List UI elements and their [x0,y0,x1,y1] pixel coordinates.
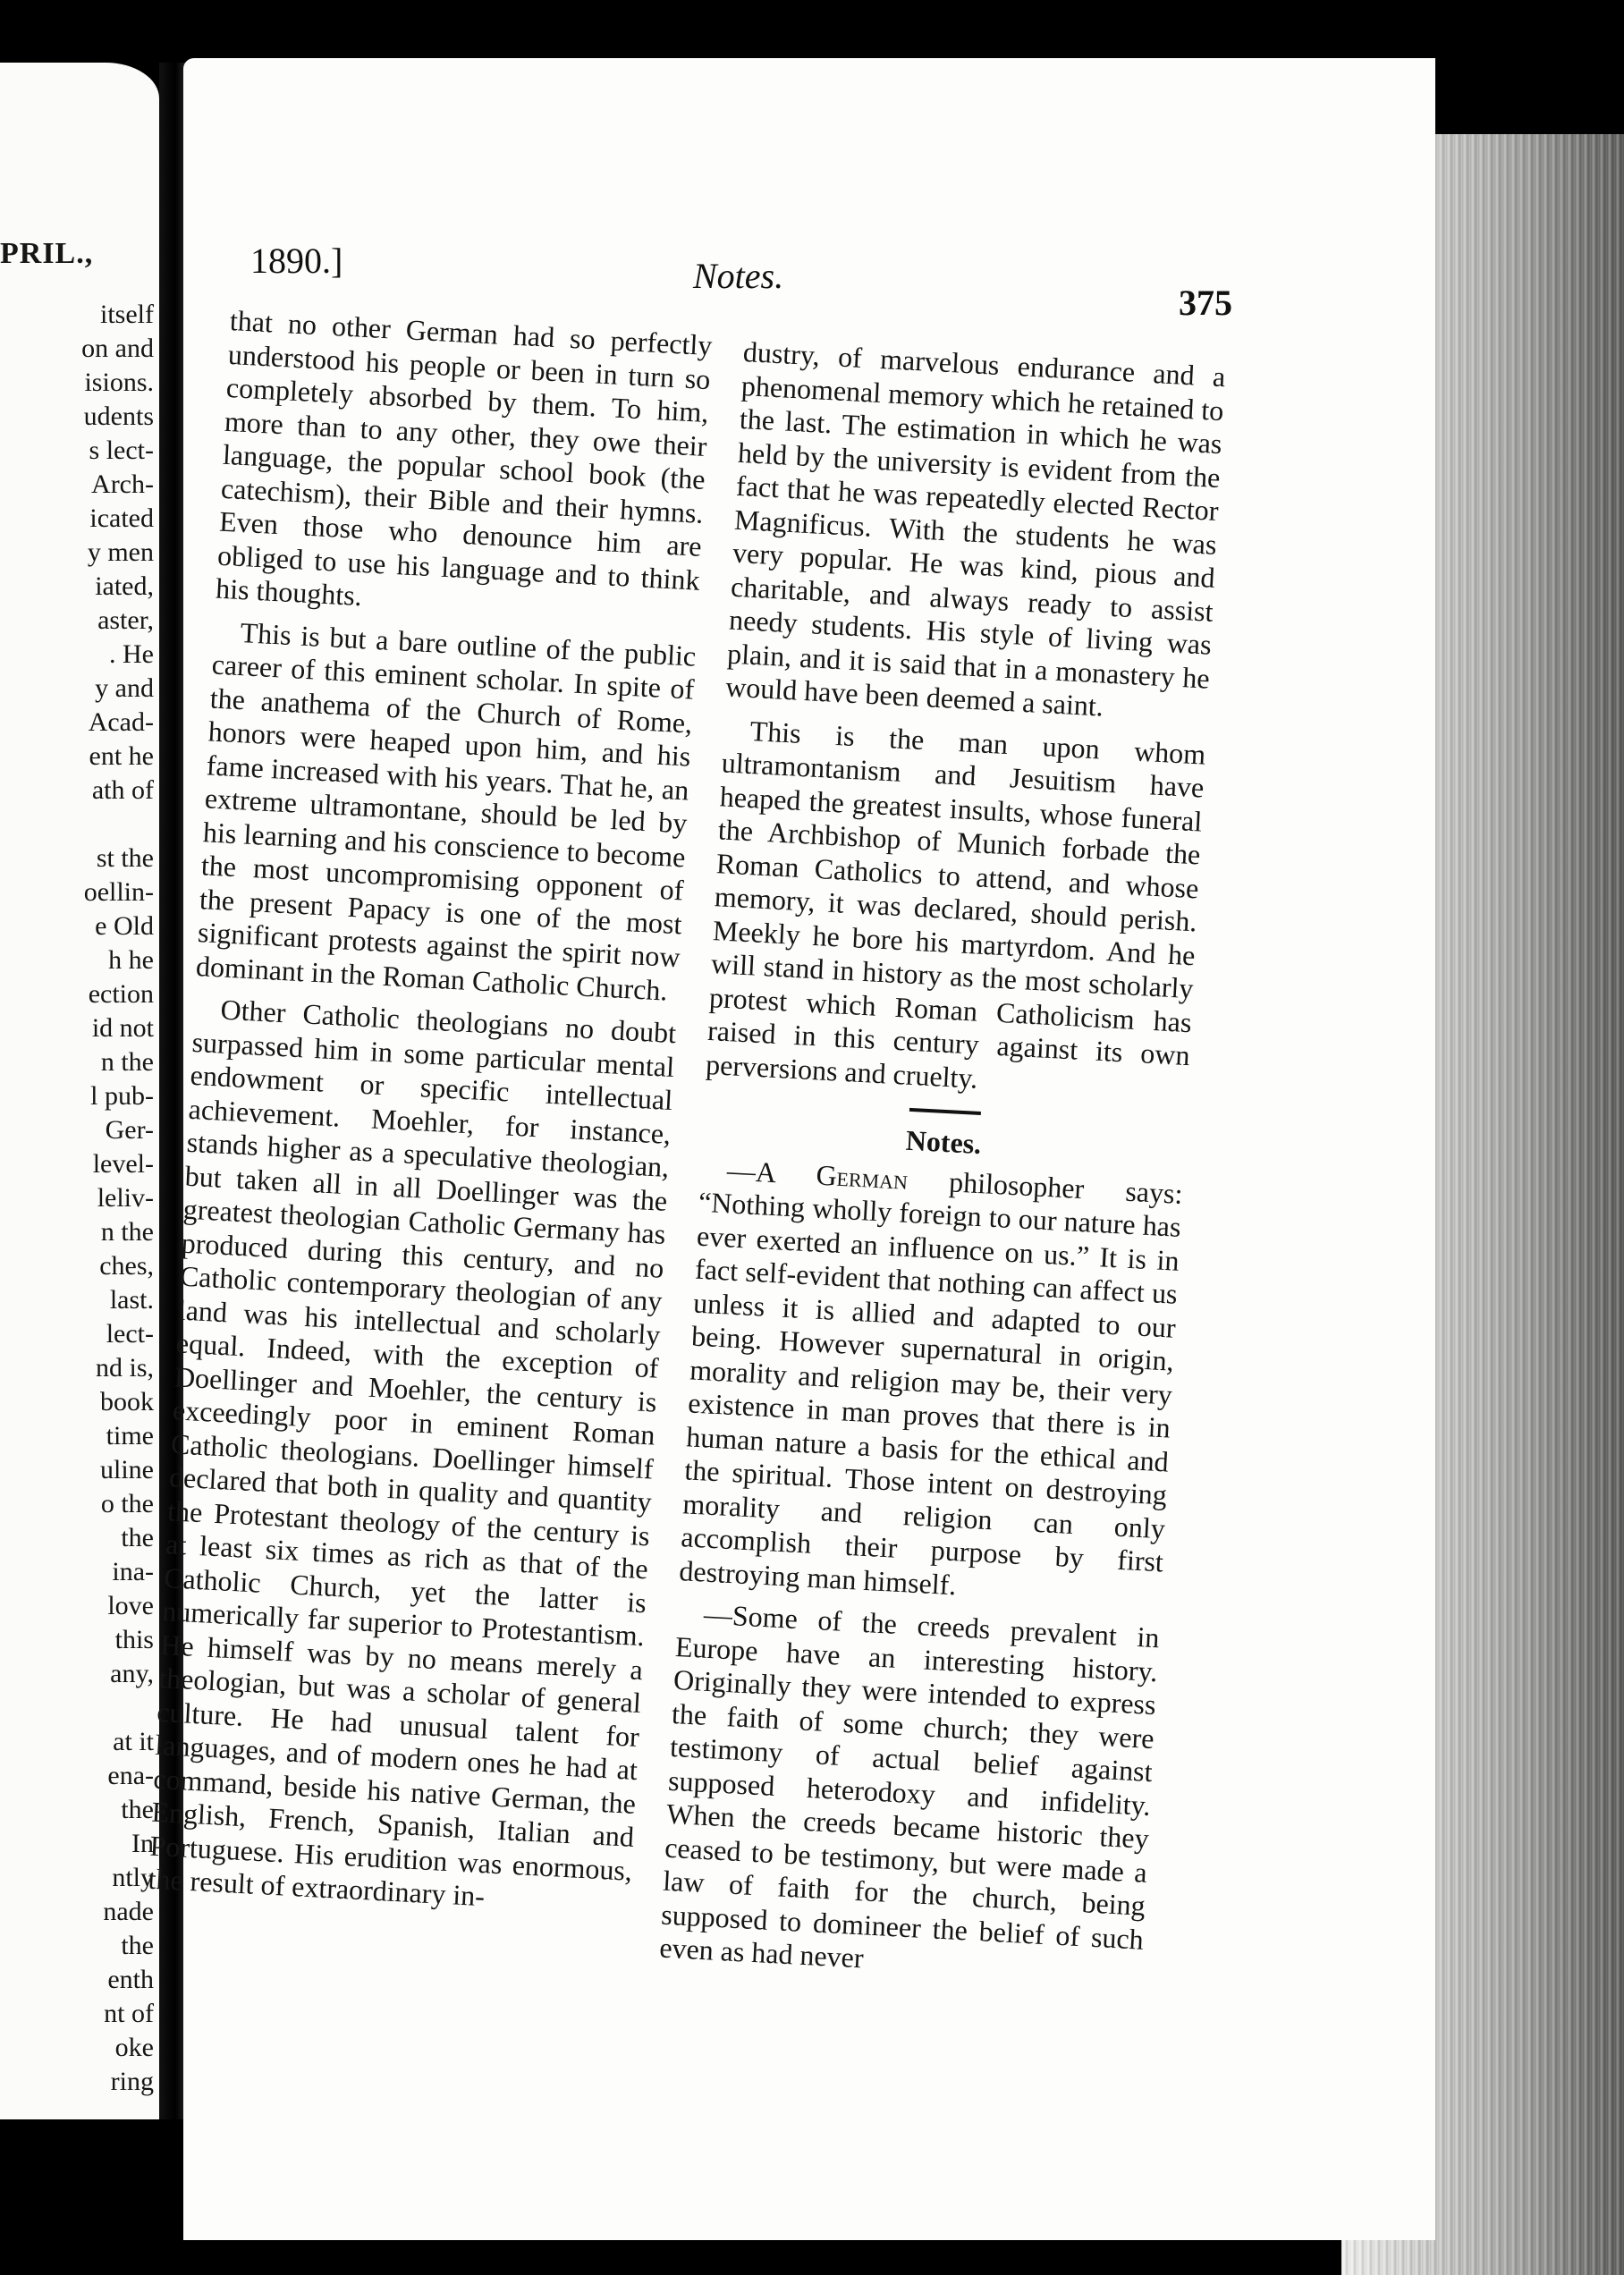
facing-page-fragment: the [121,1523,154,1552]
facing-page-fragment: level- [92,1149,154,1179]
facing-page-fragment: at it [113,1727,154,1756]
facing-page-fragment: uline [100,1455,154,1484]
facing-page-fragment: itself [100,300,154,329]
running-head-year: 1890.] [250,241,343,281]
facing-page-fragment: lect- [106,1319,154,1349]
facing-page-fragment: e Old [95,911,154,941]
text-column-right [658,335,1226,1999]
facing-page-fragment: nade [103,1897,154,1926]
facing-page-fragment: iated, [95,571,154,601]
note-text: philosopher says: “Nothing wholly foreign to our nature has ever exerted an influence on us.” It is in fact self-evident that nothing can affect us unless it is allied and adapted to our being. However supernatural in origin, morality and religion may be, their very existence in man proves that there is in human nature a basis for the ethical and the spiritual. Those intent on destroying morality and religion can only accomplish their purpose by first destroying man himself. [678,1163,1184,1601]
facing-page-fragment: l pub- [90,1081,154,1111]
facing-page-fragment: ection [88,979,154,1009]
facing-page-fragment: ath of [91,775,154,805]
facing-page-fragment: last. [109,1285,154,1315]
facing-page-fragment: o the [100,1489,154,1518]
facing-page-fragment: this [114,1625,154,1654]
facing-page-fragment: ent he [89,741,154,771]
note-paragraph: —Some of the creeds prevalent in Europe have an interesting history. Originally they were intended to express the faith of some church; they were testimony of actual belief against supposed heterodoxy and infidelity. When the creeds became historic they ceased to be testimony, but were made a law of faith for the church, being supposed to domineer the belief of such even as had never [658,1597,1161,1975]
paragraph: that no other German had so perfectly understood his people or been in turn so completely absorbed by them. To him, more than to any other, they owe their language, the popular school book (the catechism), their Bible and their hymns. Even those who denounce him are obliged to use his language and to think his thoughts. [215,304,714,613]
facing-page-fragment: on and [81,334,154,363]
facing-page-fragment: n the [100,1047,154,1077]
facing-page-fragment: st the [96,843,154,873]
facing-page-fragment: ina- [112,1557,154,1586]
facing-page-fragment: ntly [112,1863,154,1892]
note-paragraph [679,1152,1184,1612]
facing-page-fragment: aster, [97,605,154,635]
facing-page-fragment: y and [95,673,154,703]
facing-page-fragment: y men [87,537,154,567]
facing-page-fragment: oke [114,2033,154,2062]
facing-page-fragment: In [131,1829,154,1858]
facing-page-fragment: nt of [104,1999,154,2028]
facing-page [0,63,159,2119]
facing-page-header: PRIL., [0,237,94,270]
facing-page-fragment: Arch- [91,469,154,499]
facing-page-fragment: the [121,1795,154,1824]
facing-page-fragment: ena- [107,1761,154,1790]
notes-heading: Notes. [905,1123,983,1161]
facing-page-fragment: any, [110,1659,154,1688]
note-lead: —A German [726,1153,909,1196]
page-number: 375 [1179,283,1232,323]
facing-page-fragment: Acad- [88,707,154,737]
facing-page-fragment: s lect- [89,436,154,465]
paragraph: dustry, of marvelous endurance and a phenomenal memory which he retained to the last. The estimation in which he was held by the university is evident from the fact that he was repeatedly elected Rector Magnificus. With the students he was very popular. He was kind, pious and charitable, and always ready to assist needy students. His style of living was plain, and it is said that in a monastery he would have been deemed a saint. [724,335,1227,723]
facing-page-fragment: isions. [84,368,154,397]
facing-page-fragment: icated [89,503,154,533]
facing-page-fragment: leliv- [97,1183,154,1213]
text-column-left [147,304,713,1930]
facing-page-fragment: id not [91,1013,154,1043]
facing-page-fragment: n the [100,1217,154,1247]
facing-page-fragment: love [107,1591,154,1620]
facing-page-fragment: Ger- [105,1115,154,1145]
facing-page-fragment: . He [109,639,154,669]
section-rule [909,1108,981,1115]
facing-page-fragment: the [121,1931,154,1960]
facing-page-fragment: book [100,1387,154,1417]
paragraph: Other Catholic theologians no doubt surpassed him in some particular mental endowment or specific intellectual achievement. Moehler, for instance, stands higher as a speculative theologian, but taken all in all Doellinger was the greatest theologian Catholic Germany has produced during this century, and no Catholic contemporary theologian of any land was his intellectual and scholarly equal. Indeed, with the exception of Doellinger and Moehler, the century is exceedingly poor in eminent Roman Catholic theologians. Doellinger himself declared that both in quality and quantity the Protestant theology of the century is at least six times as rich as that of the Catholic Church, yet the latter is numerically far superior to Protestantism. He himself was by no means merely a theologian, but was a scholar of general culture. He had unusual talent for languages, and of modern ones he had at command, beside his native German, the English, French, Spanish, Italian and Portuguese. His erudition was enormous, the result of extraordinary in- [147,993,677,1913]
facing-page-fragment: oellin- [83,877,154,907]
facing-page-fragment: ches, [99,1251,154,1281]
facing-page-fragment: ring [110,2067,154,2096]
running-head-title: Notes. [693,256,784,296]
facing-page-fragment: time [106,1421,154,1450]
facing-page-fragment: udents [83,402,154,431]
paragraph: This is but a bare outline of the public career of this eminent scholar. In spite of the anathema of the Church of Rome, honors were heaped upon him, and his fame increased with his years. That he, an extreme ultramontane, should be led by his learning and his conscience to become the most uncompromising opponent of the present Papacy is one of the most significant protests against the spirit now dominant in the Roman Catholic Church. [195,615,698,1007]
facing-page-fragment: enth [107,1965,154,1994]
facing-page-fragment: h he [108,945,154,975]
facing-page-fragment: nd is, [95,1353,154,1383]
paragraph: This is the man upon whom ultramontanism and Jesuitism have heaped the greatest insults, whose funeral the Archbishop of Munich forbade the Roman Catholics to attend, and whose memory, it was declared, should perish. Meekly he bore his martyrdom. And he will stand in history as the most scholarly protest which Roman Catholicism has raised in this century against its own perversions and cruelty. [705,714,1207,1095]
